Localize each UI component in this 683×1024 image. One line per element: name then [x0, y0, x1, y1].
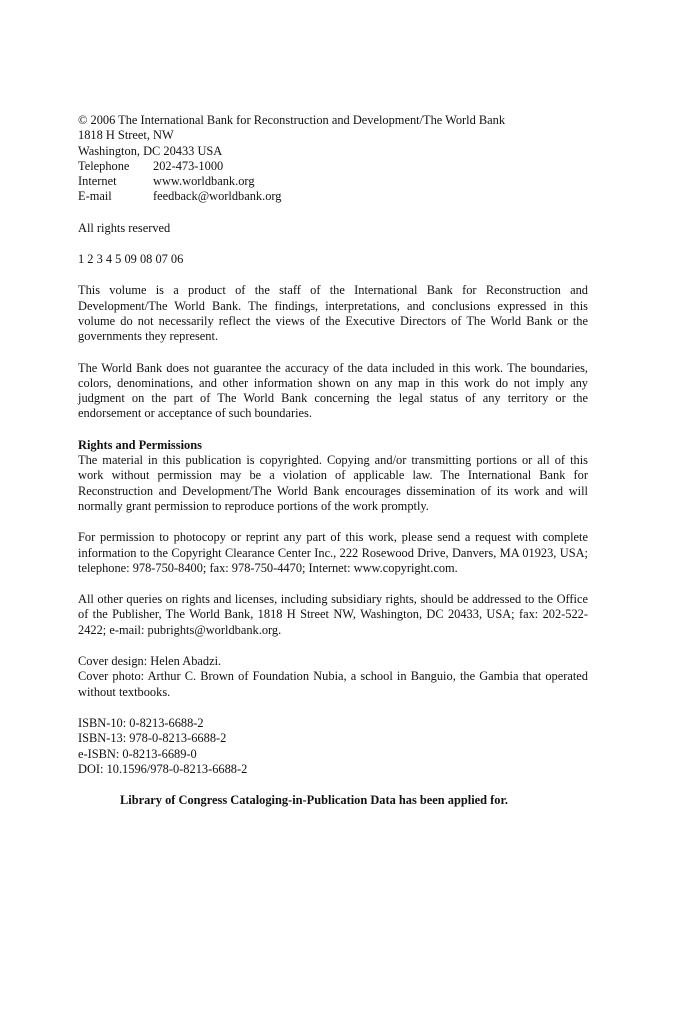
- contact-label: E-mail: [78, 189, 112, 204]
- contact-label: Internet: [78, 174, 117, 189]
- e-isbn: e-ISBN: 0-8213-6689-0: [78, 746, 197, 761]
- permission-photocopy: For permission to photocopy or reprint any part of this work, please send a request with complete information to the Copyright Clearance Center Inc., 222 Rosewood Drive, Danvers, MA 01923, USA; telephone: 978-750-8400; fax: 978-750-4470; Internet: www.copyright.com.: [78, 530, 588, 575]
- other-queries: All other queries on rights and licenses, including subsidiary rights, should be addressed to the Office of the Publisher, The World Bank, 1818 H Street NW, Washington, DC 20433, USA; fax: 202-522-2422; e-mail: pubrights@worldbank.org.: [78, 592, 588, 637]
- copyright-page: [78, 113, 588, 808]
- cover-photo: Cover photo: Arthur C. Brown of Foundation Nubia, a school in Banguio, the Gambia that operated without textbooks.: [78, 669, 588, 699]
- contact-value: 202-473-1000: [153, 158, 224, 173]
- contact-label: Telephone: [78, 158, 130, 173]
- copyright-notice: © 2006 The International Bank for Reconstruction and Development/The World Bank: [78, 113, 506, 127]
- contact-value: www.worldbank.org: [153, 174, 255, 189]
- rights-reserved: All rights reserved: [78, 220, 171, 235]
- cover-design: Cover design: Helen Abadzi.: [78, 654, 222, 669]
- isbn-10: ISBN-10: 0-8213-6688-2: [78, 715, 204, 730]
- contact-internet: [78, 174, 588, 189]
- disclaimer-product: This volume is a product of the staff of the International Bank for Reconstruction and Development/The World Bank. The findings, interpretations, and conclusions expressed in this volume do not necessarily reflect the views of the Executive Directors of The World Bank or the governments they represent.: [78, 283, 588, 344]
- isbn-13: ISBN-13: 978-0-8213-6688-2: [78, 731, 227, 746]
- rights-permissions-heading: Rights and Permissions: [78, 437, 202, 452]
- library-of-congress-note: Library of Congress Cataloging-in-Publication Data has been applied for.: [120, 793, 508, 808]
- doi: DOI: 10.1596/978-0-8213-6688-2: [78, 761, 248, 776]
- disclaimer-data: The World Bank does not guarantee the accuracy of the data included in this work. The boundaries, colors, denominations, and other information shown on any map in this work do not imply any judgment on the part of The World Bank concerning the legal status of any territory or the endorsement or acceptance of such boundaries.: [78, 360, 588, 421]
- address-street: 1818 H Street, NW: [78, 128, 174, 143]
- printing-line: 1 2 3 4 5 09 08 07 06: [78, 252, 184, 267]
- contact-value: feedback@worldbank.org: [153, 189, 282, 204]
- address-city: Washington, DC 20433 USA: [78, 143, 223, 158]
- contact-telephone: [78, 159, 588, 174]
- rights-permissions-body: The material in this publication is copyrighted. Copying and/or transmitting portions or all of this work without permission may be a violation of applicable law. The International Bank for Reconstruction and Development/The World Bank encourages dissemination of its work and will normally grant permission to reproduce portions of the work promptly.: [78, 453, 588, 513]
- contact-email: [78, 189, 588, 204]
- identifiers-block: [78, 716, 588, 777]
- copyright-block: [78, 113, 588, 205]
